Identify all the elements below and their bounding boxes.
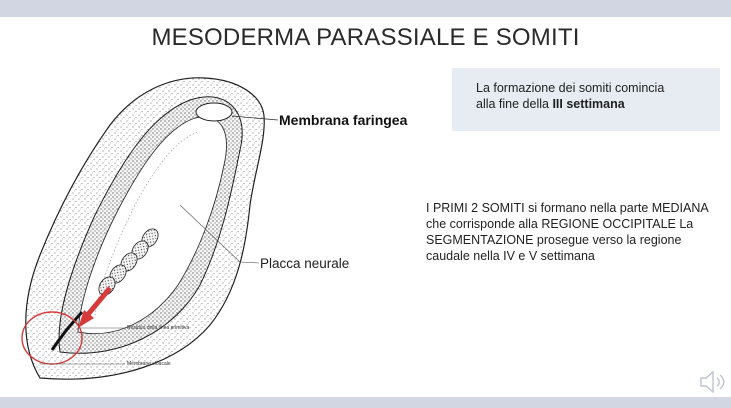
label-membrana-cloacale: Membrana cloacale <box>127 361 171 367</box>
note-line-2-prefix: alla fine della <box>476 97 553 111</box>
body-text: I PRIMI 2 SOMITI si formano nella parte MEDIANA che corrisponde alla REGIONE OCCIPITALE La SEGMENTAZIONE prosegue verso la regione caudale nella IV e V settimana <box>426 201 709 263</box>
bottom-band <box>0 397 731 408</box>
speaker-icon[interactable] <box>697 367 727 397</box>
label-placca-neurale: Placca neurale <box>260 256 350 271</box>
slide-title: MESODERMA PARASSIALE E SOMITI <box>151 24 580 51</box>
label-membrana-faringea: Membrana faringea <box>279 112 408 128</box>
note-line-2-bold: III settimana <box>552 97 625 111</box>
pharyngeal-membrane <box>196 103 232 121</box>
label-residuo: Residuo della linea primitiva <box>127 325 190 331</box>
note-line-1: La formazione dei somiti comincia <box>476 81 665 95</box>
